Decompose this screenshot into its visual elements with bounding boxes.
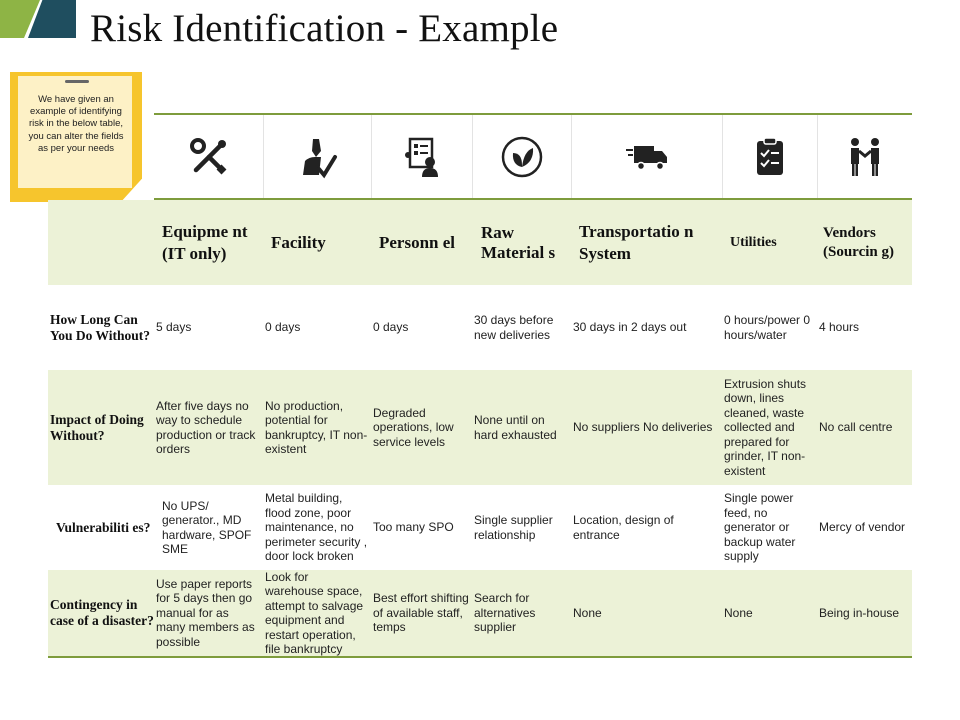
table-cell: Being in-house <box>819 605 900 620</box>
checklist-icon <box>722 115 817 198</box>
table-cell: 4 hours <box>819 320 860 335</box>
person-clipboard-icon <box>371 115 472 198</box>
sticky-note-text: We have given an example of identifying risk in the below table, you can alter the fields as per your needs <box>28 94 124 154</box>
table-cell: Search for alternatives supplier <box>474 591 536 635</box>
table-cell: Mercy of vendor <box>819 520 906 535</box>
row-label-impact: Impact of Doing Without? <box>50 411 144 443</box>
table-cell: 0 days <box>265 320 301 335</box>
table-cell: None <box>573 605 602 620</box>
table-cell: 30 days before new deliveries <box>474 313 554 342</box>
table-cell: No UPS/ generator., MD hardware, SPOF SME <box>162 498 252 556</box>
table-cell: 5 days <box>156 320 192 335</box>
table-cell: Location, design of entrance <box>573 513 674 542</box>
table-cell: No call centre <box>819 420 893 435</box>
col-header-transportation: Transportatio n System <box>579 221 694 263</box>
table-cell: None <box>724 605 753 620</box>
table-cell: 30 days in 2 days out <box>573 320 687 335</box>
row-label-vulnerabilities: Vulnerabiliti es? <box>56 519 151 535</box>
table-cell: Best effort shifting of available staff, temps <box>373 591 469 635</box>
table-cell: No suppliers No deliveries <box>573 420 713 435</box>
row-label-how-long: How Long Can You Do Without? <box>50 311 151 343</box>
tools-icon <box>154 115 263 198</box>
sticky-note <box>10 72 142 204</box>
leaf-icon <box>472 115 571 198</box>
col-header-personnel: Personn el <box>379 232 456 252</box>
table-cell: 0 days <box>373 320 409 335</box>
person-check-icon <box>263 115 371 198</box>
table-cell: Too many SPO <box>373 520 454 535</box>
table-cell: Single power feed, no generator or backup water supply <box>724 491 796 564</box>
table-cell: Degraded operations, low service levels <box>373 405 454 449</box>
table-cell: 0 hours/power 0 hours/water <box>724 313 811 342</box>
col-header-equipment: Equipme nt (IT only) <box>162 221 248 263</box>
table-cell: None until on hard exhausted <box>474 413 557 442</box>
table-cell: Use paper reports for 5 days then go manual for as many members as possible <box>156 576 255 649</box>
bottom-rule <box>48 656 912 658</box>
table-cell: Look for warehouse space, attempt to salvage equipment and restart operation, file bankruptcy <box>265 569 364 656</box>
table-cell: After five days no way to schedule production or track orders <box>156 398 256 456</box>
col-header-raw-materials: Raw Material s <box>481 222 556 262</box>
col-header-utilities: Utilities <box>730 234 777 250</box>
table-cell: Single supplier relationship <box>474 513 553 542</box>
table-cell: Metal building, flood zone, poor maintenance, no perimeter security , door lock broken <box>265 491 368 564</box>
delivery-truck-icon <box>571 115 722 198</box>
handshake-icon <box>817 115 912 198</box>
table-cell: No production, potential for bankruptcy, IT non-existent <box>265 398 368 456</box>
table-cell: Extrusion shuts down, lines cleaned, waste collected and prepared for grinder, IT non-existent <box>724 376 807 478</box>
slide-title: Risk Identification - Example <box>90 7 559 50</box>
col-header-facility: Facility <box>271 232 326 252</box>
col-header-vendors: Vendors (Sourcin g) <box>823 224 894 260</box>
sticky-note-bar <box>65 80 89 83</box>
row-label-contingency: Contingency in case of a disaster? <box>50 597 154 628</box>
